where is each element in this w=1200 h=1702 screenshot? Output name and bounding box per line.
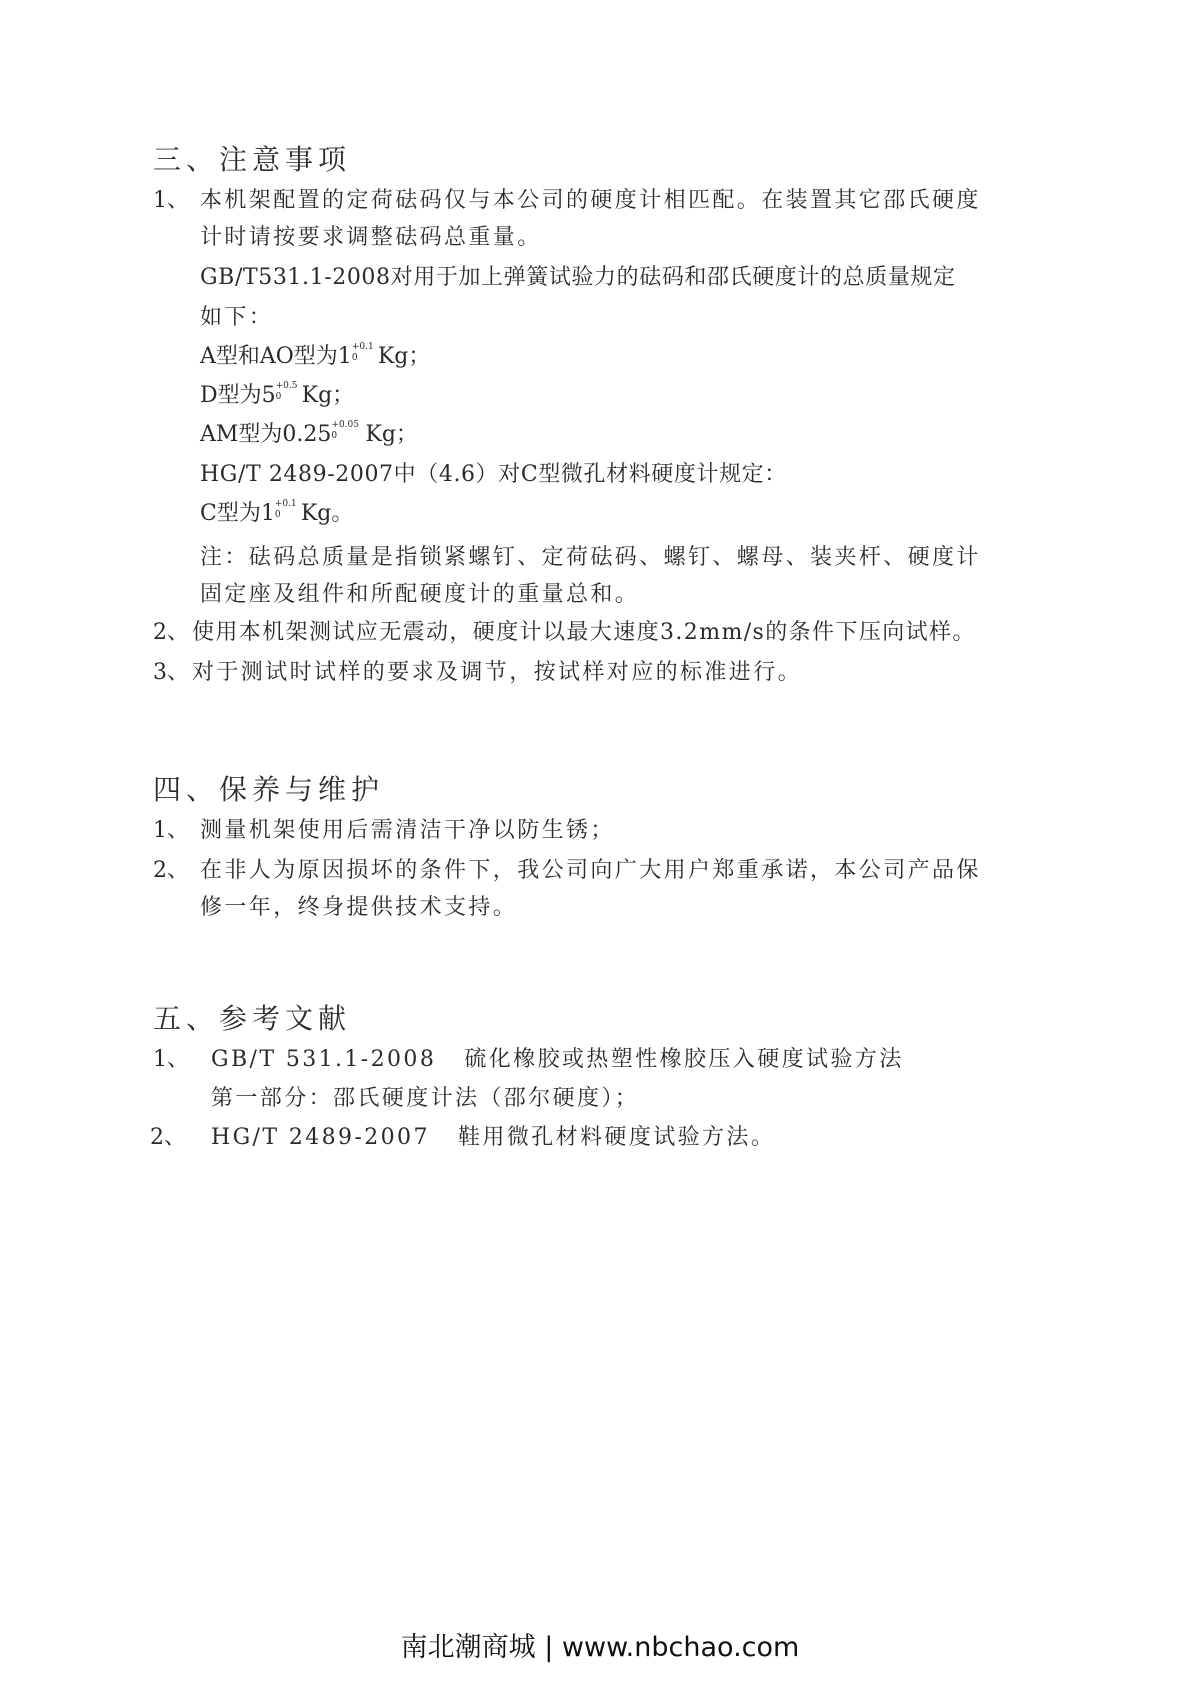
section-3-item-2-number: 2、 — [153, 620, 189, 645]
section-3-item-3-number: 3、 — [153, 660, 189, 685]
section-3-item-1-line-1: 本机架配置的定荷砝码仅与本公司的硬度计相匹配。在装置其它邵氏硬度 — [200, 188, 981, 213]
spec-type-c-unit: Kg。 — [300, 501, 354, 526]
tolerance-stack — [276, 381, 302, 401]
section-4-item-1-number: 1、 — [153, 818, 189, 843]
section-3-item-3: 对于测试时试样的要求及调节，按试样对应的标准进行。 — [192, 660, 803, 685]
tolerance-upper: +0.5 — [275, 381, 298, 391]
tolerance-upper: +0.1 — [274, 499, 297, 509]
section-4-item-1: 测量机架使用后需清洁干净以防生锈； — [200, 818, 615, 843]
spec-type-a — [200, 342, 430, 372]
section-3-heading: 三、注意事项 — [153, 143, 352, 176]
section-3-item-1-number: 1、 — [153, 188, 189, 213]
reference-1-line-2: 第一部分：邵氏硬度计法（邵尔硬度）； — [211, 1086, 640, 1111]
reference-2: HG/T 2489-2007 鞋用微孔材料硬度试验方法。 — [211, 1125, 776, 1150]
spec-type-a-unit: Kg； — [377, 344, 431, 369]
section-3-item-1-line-2: 计时请按要求调整砝码总重量。 — [200, 225, 542, 250]
reference-2-number: 2、 — [150, 1125, 186, 1150]
section-4-item-2-number: 2、 — [153, 858, 189, 883]
spec-type-c — [200, 499, 353, 529]
spec-type-c-text: C型为1 — [200, 501, 275, 526]
section-4-heading: 四、保养与维护 — [153, 773, 385, 806]
section-4-item-2-line-2: 修一年，终身提供技术支持。 — [200, 895, 518, 920]
spec-type-am — [200, 420, 418, 450]
section-3-item-2: 使用本机架测试应无震动，硬度计以最大速度3.2mm/s的条件下压向试样。 — [192, 620, 976, 645]
reference-1-line-1: GB/T 531.1-2008 硫化橡胶或热塑性橡胶压入硬度试验方法 — [211, 1047, 904, 1072]
tolerance-upper: +0.05 — [331, 420, 359, 430]
tolerance-lower: 0 — [275, 392, 282, 402]
spec-type-a-text: A型和AO型为1 — [200, 344, 352, 369]
section-3-note-line-1: 注：砝码总质量是指锁紧螺钉、定荷砝码、螺钉、螺母、装夹杆、硬度计 — [200, 545, 981, 570]
tolerance-upper: +0.1 — [351, 342, 374, 352]
spec-type-d-text: D型为5 — [200, 383, 276, 408]
reference-1-number: 1、 — [153, 1047, 189, 1072]
spec-type-d-unit: Kg； — [301, 383, 355, 408]
section-3-note-line-2: 固定座及组件和所配硬度计的重量总和。 — [200, 582, 640, 607]
spec-type-am-unit: Kg； — [365, 422, 418, 447]
tolerance-stack — [275, 499, 301, 519]
spec-type-am-text: AM型为0.25 — [200, 422, 332, 447]
section-3-item-1-line-4: 如下： — [200, 305, 274, 330]
tolerance-lower: 0 — [351, 353, 358, 363]
tolerance-lower: 0 — [274, 510, 281, 520]
footer-watermark: 南北潮商城 | www.nbchao.com — [400, 1632, 800, 1663]
section-3-item-1-line-3: GB/T531.1-2008对用于加上弹簧试验力的砝码和邵氏硬度计的总质量规定 — [200, 265, 956, 290]
section-4-item-2-line-1: 在非人为原因损坏的条件下，我公司向广大用户郑重承诺，本公司产品保 — [200, 858, 981, 883]
tolerance-lower: 0 — [331, 431, 338, 441]
spec-type-d — [200, 381, 354, 411]
tolerance-stack — [352, 342, 378, 362]
section-3-item-1-line-8: HG/T 2489-2007中（4.6）对C型微孔材料硬度计规定： — [200, 462, 787, 487]
section-5-heading: 五、参考文献 — [153, 1002, 352, 1035]
tolerance-stack — [331, 420, 365, 440]
